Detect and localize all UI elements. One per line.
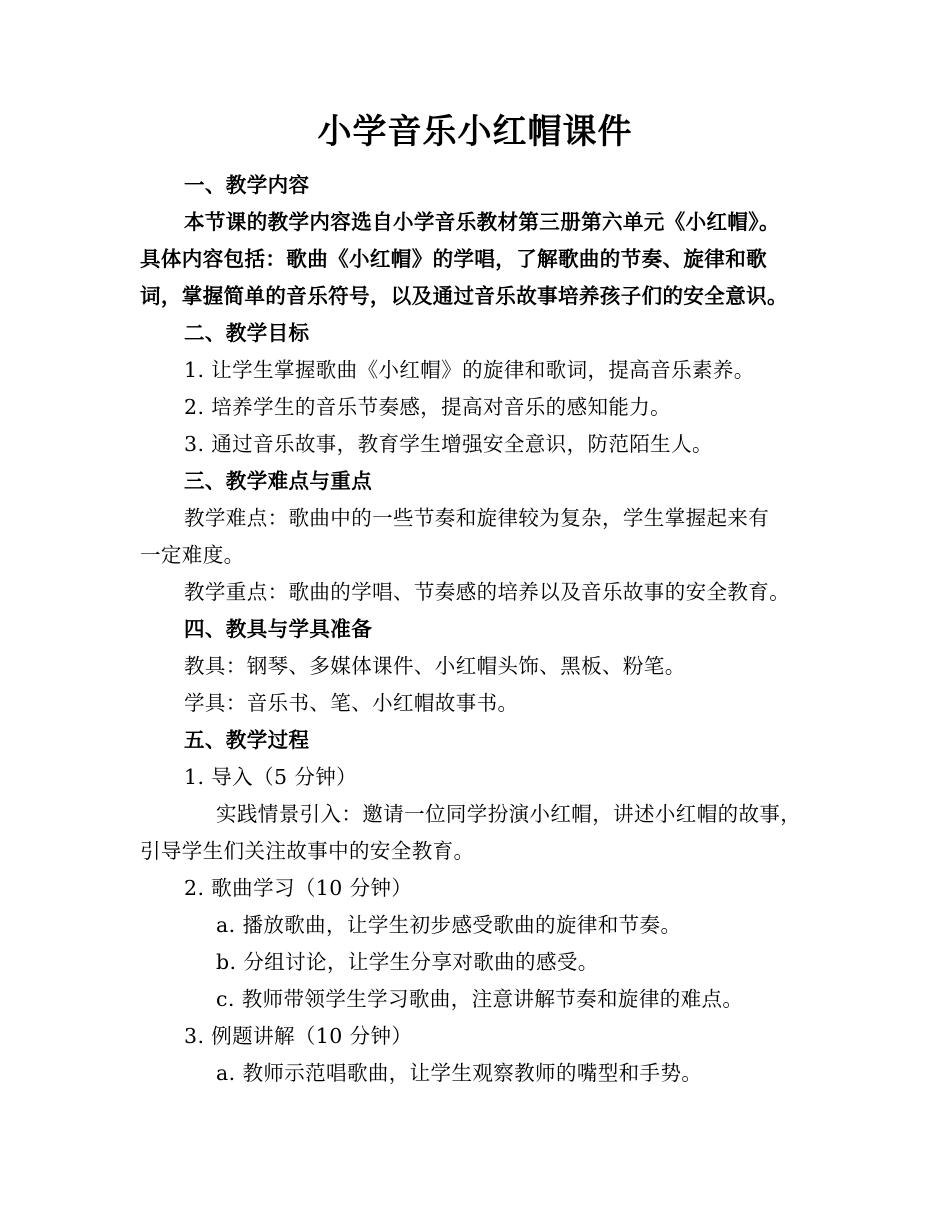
document-title: 小学音乐小红帽课件 <box>317 112 633 152</box>
paragraph-line: 具体内容包括：歌曲《小红帽》的学唱，了解歌曲的节奏、旋律和歌 <box>140 247 767 271</box>
paragraph-line: 词，掌握简单的音乐符号，以及通过音乐故事培养孩子们的安全意识。 <box>140 284 788 308</box>
section-heading-difficulties: 三、教学难点与重点 <box>184 469 373 493</box>
list-item: 3. 例题讲解（10 分钟） <box>184 1024 413 1048</box>
list-item: 2. 歌曲学习（10 分钟） <box>184 876 413 900</box>
sub-list-item: a. 播放歌曲，让学生初步感受歌曲的旋律和节奏。 <box>216 913 682 937</box>
section-heading-goals: 二、教学目标 <box>184 321 310 345</box>
section-heading-content: 一、教学内容 <box>184 173 310 197</box>
paragraph-line: 教具：钢琴、多媒体课件、小红帽头饰、黑板、粉笔。 <box>184 654 686 678</box>
paragraph-line: 引导学生们关注故事中的安全教育。 <box>140 839 475 863</box>
paragraph-line: 教学重点：歌曲的学唱、节奏感的培养以及音乐故事的安全教育。 <box>184 580 791 604</box>
section-heading-process: 五、教学过程 <box>184 728 310 752</box>
paragraph-line: 学具：音乐书、笔、小红帽故事书。 <box>184 691 519 715</box>
section-heading-materials: 四、教具与学具准备 <box>184 617 373 641</box>
paragraph-line: 一定难度。 <box>140 543 245 567</box>
list-item: 1. 让学生掌握歌曲《小红帽》的旋律和歌词，提高音乐素养。 <box>184 358 755 382</box>
paragraph-line: 本节课的教学内容选自小学音乐教材第三册第六单元《小红帽》。 <box>184 210 780 234</box>
list-item: 3. 通过音乐故事，教育学生增强安全意识，防范陌生人。 <box>184 432 713 456</box>
sub-list-item: b. 分组讨论，让学生分享对歌曲的感受。 <box>216 950 599 974</box>
list-item: 1. 导入（5 分钟） <box>184 765 358 789</box>
paragraph-line: 教学难点：歌曲中的一些节奏和旋律较为复杂，学生掌握起来有 <box>184 506 770 530</box>
sub-list-item: c. 教师带领学生学习歌曲，注意讲解节奏和旋律的难点。 <box>216 987 744 1011</box>
paragraph-line: 实践情景引入：邀请一位同学扮演小红帽，讲述小红帽的故事， <box>216 802 802 826</box>
list-item: 2. 培养学生的音乐节奏感，提高对音乐的感知能力。 <box>184 395 672 419</box>
sub-list-item: a. 教师示范唱歌曲，让学生观察教师的嘴型和手势。 <box>216 1061 703 1085</box>
